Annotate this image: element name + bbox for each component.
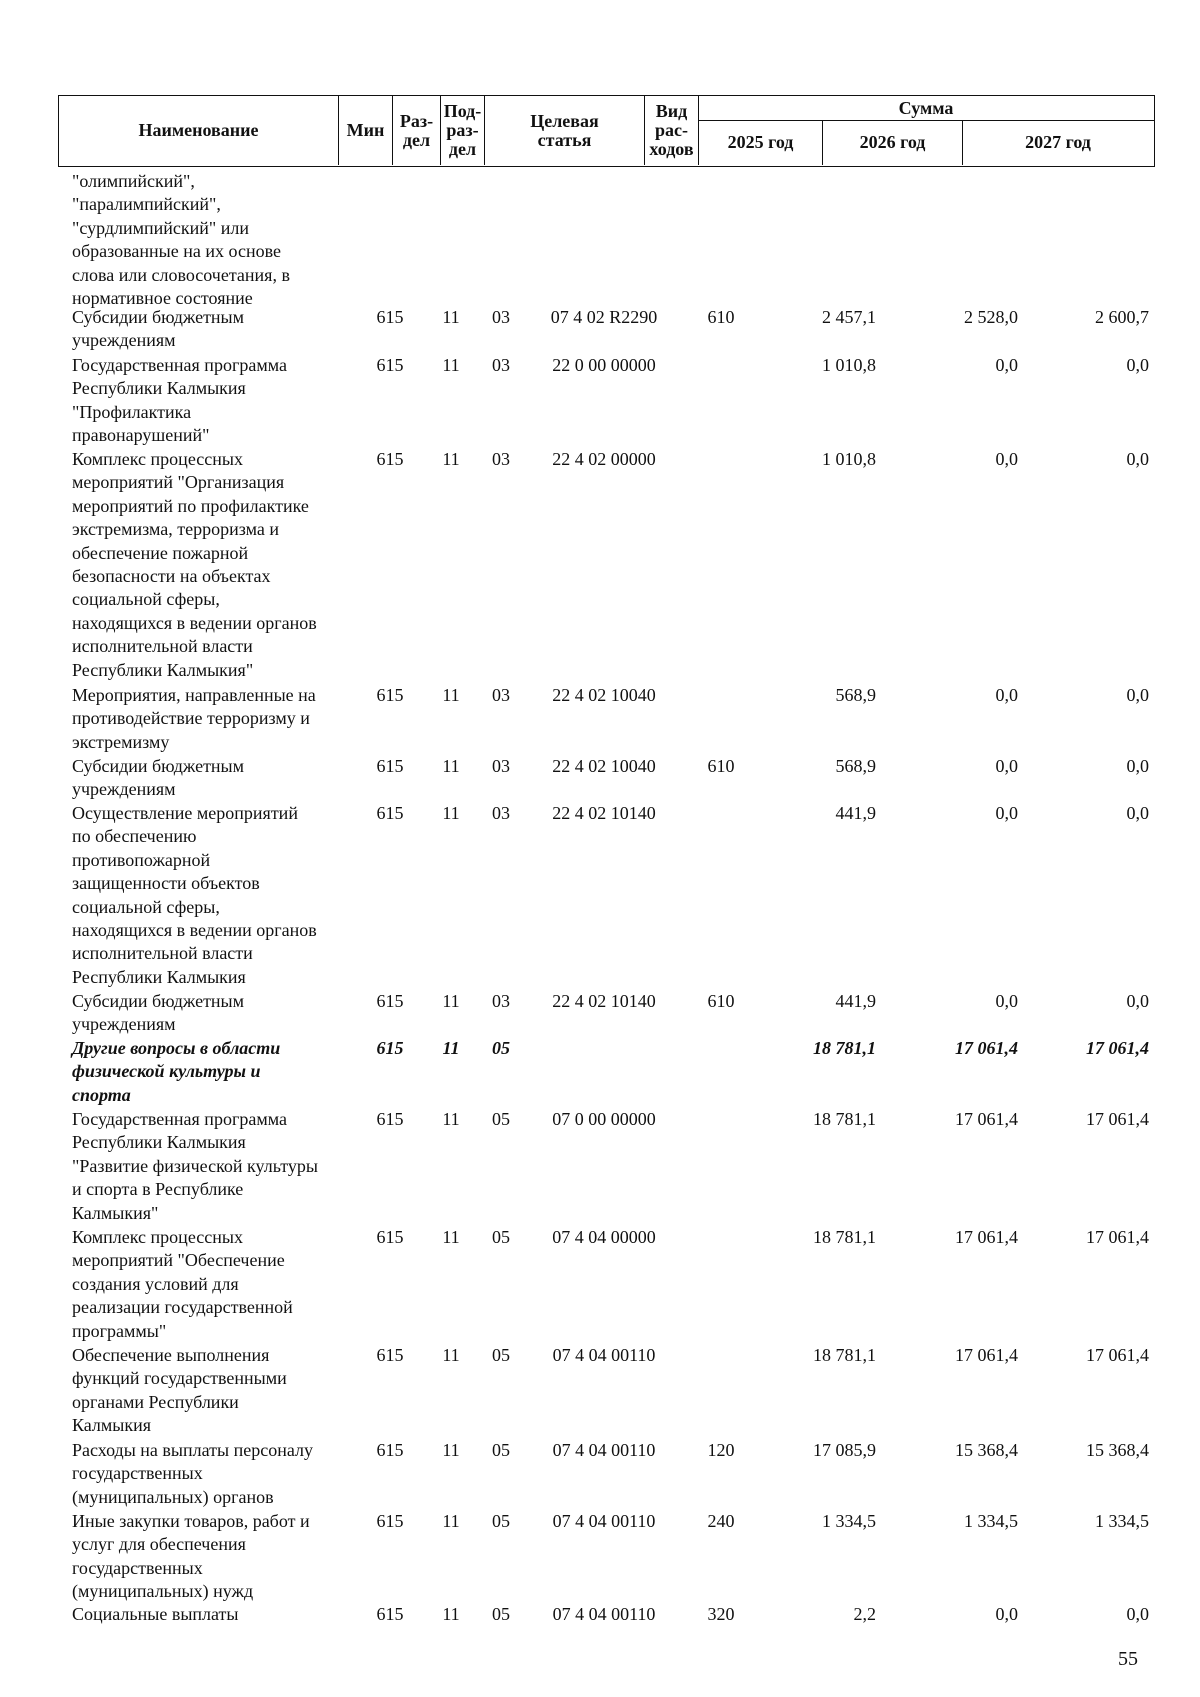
header-vid-rashodov: Вид рас- ходов <box>644 96 698 165</box>
row-razdel: 11 <box>442 685 460 705</box>
row-sum-2025: 2 457,1 <box>822 307 876 327</box>
row-sum-2027: 0,0 <box>1126 1604 1149 1624</box>
row-sum-2027: 1 334,5 <box>1095 1511 1149 1531</box>
row-name: Субсидии бюджетным учреждениям <box>72 756 245 800</box>
row-min: 615 <box>376 803 404 823</box>
row-name: Комплекс процессных мероприятий "Организация мероприятий по профилактике экстремизма, терроризма и обеспечение пожарной безопасности на объектах социальной сферы, находящихся в ведении органов исполнительной власти Республики Калмыкия" <box>72 449 317 680</box>
row-sum-2027: 17 061,4 <box>1086 1227 1149 1247</box>
row-sum-2027: 17 061,4 <box>1086 1345 1149 1365</box>
row-sum-2026: 1 334,5 <box>964 1511 1018 1531</box>
row-sum-2027: 0,0 <box>1126 756 1149 776</box>
row-celevaya-statya: 07 0 00 00000 <box>552 1109 656 1129</box>
table-header <box>58 95 1155 167</box>
row-celevaya-statya: 07 4 04 00110 <box>552 1511 656 1531</box>
row-sum-2025: 17 085,9 <box>813 1440 876 1460</box>
row-name: Обеспечение выполнения функций государственными органами Республики Калмыкия <box>72 1345 287 1436</box>
row-name: Субсидии бюджетным учреждениям <box>72 991 245 1035</box>
row-podrazdel: 03 <box>492 803 510 823</box>
row-sum-2025: 18 781,1 <box>813 1227 876 1247</box>
row-sum-2025: 2,2 <box>853 1604 876 1624</box>
header-year-2026: 2026 год <box>822 120 962 165</box>
header-name: Наименование <box>138 120 259 141</box>
row-celevaya-statya: 07 4 02 R2290 <box>550 307 658 327</box>
row-name: Мероприятия, направленные на противодействие терроризму и экстремизму <box>72 685 316 752</box>
row-vid-rashodov: 610 <box>707 756 735 776</box>
row-sum-2027: 0,0 <box>1126 803 1149 823</box>
row-sum-2025: 441,9 <box>835 803 876 823</box>
row-sum-2027: 2 600,7 <box>1095 307 1149 327</box>
row-podrazdel: 03 <box>492 685 510 705</box>
row-name: Расходы на выплаты персоналу государственных (муниципальных) органов <box>72 1440 313 1507</box>
row-name: Осуществление мероприятий по обеспечению противопожарной защищенности объектов социальной сферы, находящихся в ведении органов исполнительной власти Республики Калмыкия <box>72 803 317 987</box>
row-vid-rashodov: 240 <box>707 1511 735 1531</box>
row-podrazdel: 03 <box>492 756 510 776</box>
row-razdel: 11 <box>442 1345 460 1365</box>
row-razdel: 11 <box>442 1109 460 1129</box>
row-min: 615 <box>376 1227 404 1247</box>
header-summa: Сумма <box>698 96 1153 120</box>
row-sum-2026: 17 061,4 <box>955 1345 1018 1365</box>
row-min: 615 <box>376 449 404 469</box>
row-razdel: 11 <box>442 803 460 823</box>
row-sum-2026: 0,0 <box>995 355 1018 375</box>
row-sum-2025: 441,9 <box>835 991 876 1011</box>
row-vid-rashodov: 320 <box>707 1604 735 1624</box>
row-name: Комплекс процессных мероприятий "Обеспечение создания условий для реализации государственной программы" <box>72 1227 293 1341</box>
row-razdel: 11 <box>442 355 460 375</box>
row-vid-rashodov: 610 <box>707 991 735 1011</box>
row-celevaya-statya: 22 4 02 10040 <box>552 685 656 705</box>
row-sum-2025: 1 334,5 <box>822 1511 876 1531</box>
row-sum-2025: 568,9 <box>835 756 876 776</box>
header-celevaya-statya: Целевая статья <box>484 96 644 165</box>
row-name: Другие вопросы в области физической культуры и спорта <box>72 1038 281 1105</box>
row-celevaya-statya: 07 4 04 00110 <box>552 1604 656 1624</box>
row-celevaya-statya: 22 4 02 10140 <box>552 991 656 1011</box>
row-sum-2025: 568,9 <box>835 685 876 705</box>
row-razdel: 11 <box>442 991 460 1011</box>
row-podrazdel: 03 <box>492 991 510 1011</box>
row-sum-2025: 18 781,1 <box>813 1038 876 1058</box>
row-name: Социальные выплаты <box>72 1604 239 1624</box>
row-sum-2027: 0,0 <box>1126 685 1149 705</box>
row-sum-2027: 0,0 <box>1126 991 1149 1011</box>
row-name: Государственная программа Республики Калмыкия "Развитие физической культуры и спорта в Республике Калмыкия" <box>72 1109 318 1223</box>
row-sum-2025: 18 781,1 <box>813 1345 876 1365</box>
row-razdel: 11 <box>442 1440 460 1460</box>
row-celevaya-statya: 22 4 02 10040 <box>552 756 656 776</box>
row-podrazdel: 05 <box>492 1345 510 1365</box>
row-razdel: 11 <box>442 449 460 469</box>
row-name: Иные закупки товаров, работ и услуг для обеспечения государственных (муниципальных) нужд <box>72 1511 310 1602</box>
row-celevaya-statya: 07 4 04 00000 <box>552 1227 656 1247</box>
row-sum-2026: 2 528,0 <box>964 307 1018 327</box>
row-celevaya-statya: 22 4 02 10140 <box>552 803 656 823</box>
row-min: 615 <box>376 685 404 705</box>
row-podrazdel: 05 <box>492 1038 510 1058</box>
row-podrazdel: 05 <box>492 1604 510 1624</box>
row-sum-2026: 0,0 <box>995 1604 1018 1624</box>
row-celevaya-statya: 22 0 00 00000 <box>552 355 656 375</box>
row-min: 615 <box>376 1440 404 1460</box>
row-sum-2026: 0,0 <box>995 449 1018 469</box>
row-min: 615 <box>376 355 404 375</box>
row-name: Государственная программа Республики Калмыкия "Профилактика правонарушений" <box>72 355 287 446</box>
row-sum-2025: 18 781,1 <box>813 1109 876 1129</box>
row-min: 615 <box>376 1511 404 1531</box>
row-celevaya-statya: 07 4 04 00110 <box>552 1345 656 1365</box>
row-sum-2026: 0,0 <box>995 991 1018 1011</box>
row-sum-2026: 0,0 <box>995 756 1018 776</box>
header-podrazdel: Под- раз- дел <box>440 96 484 165</box>
row-sum-2027: 0,0 <box>1126 449 1149 469</box>
row-podrazdel: 03 <box>492 355 510 375</box>
row-min: 615 <box>376 1109 404 1129</box>
row-sum-2025: 1 010,8 <box>822 355 876 375</box>
row-vid-rashodov: 610 <box>707 307 735 327</box>
row-min: 615 <box>376 307 404 327</box>
row-podrazdel: 05 <box>492 1109 510 1129</box>
row-razdel: 11 <box>442 1604 460 1624</box>
row-min: 615 <box>376 1604 404 1624</box>
row-min: 615 <box>376 756 404 776</box>
page-number: 55 <box>1118 1648 1138 1670</box>
row-razdel: 11 <box>442 307 460 327</box>
row-sum-2027: 15 368,4 <box>1086 1440 1149 1460</box>
row-razdel: 11 <box>442 1227 460 1247</box>
row-sum-2027: 17 061,4 <box>1086 1038 1149 1058</box>
row-podrazdel: 03 <box>492 307 510 327</box>
row-celevaya-statya: 07 4 04 00110 <box>552 1440 656 1460</box>
row-razdel: 11 <box>442 756 460 776</box>
row-podrazdel: 05 <box>492 1511 510 1531</box>
header-year-2027: 2027 год <box>962 120 1153 165</box>
row-celevaya-statya: 22 4 02 00000 <box>552 449 656 469</box>
row-sum-2026: 17 061,4 <box>955 1109 1018 1129</box>
row-razdel: 11 <box>442 1038 460 1058</box>
row-sum-2027: 0,0 <box>1126 355 1149 375</box>
row-sum-2026: 17 061,4 <box>955 1038 1018 1058</box>
row-min: 615 <box>376 1038 404 1058</box>
row-sum-2026: 0,0 <box>995 803 1018 823</box>
row-name: "олимпийский", "паралимпийский", "сурдлимпийский" или образованные на их основе слова или словосочетания, в нормативное состояние <box>72 171 290 309</box>
header-year-2025: 2025 год <box>698 120 822 165</box>
header-min: Мин <box>338 96 392 165</box>
row-vid-rashodov: 120 <box>707 1440 735 1460</box>
row-podrazdel: 03 <box>492 449 510 469</box>
row-sum-2025: 1 010,8 <box>822 449 876 469</box>
row-min: 615 <box>376 991 404 1011</box>
row-podrazdel: 05 <box>492 1440 510 1460</box>
row-podrazdel: 05 <box>492 1227 510 1247</box>
header-razdel: Раз- дел <box>392 96 440 165</box>
row-razdel: 11 <box>442 1511 460 1531</box>
row-name: Субсидии бюджетным учреждениям <box>72 307 245 351</box>
row-sum-2026: 0,0 <box>995 685 1018 705</box>
row-min: 615 <box>376 1345 404 1365</box>
row-sum-2027: 17 061,4 <box>1086 1109 1149 1129</box>
row-sum-2026: 17 061,4 <box>955 1227 1018 1247</box>
row-sum-2026: 15 368,4 <box>955 1440 1018 1460</box>
